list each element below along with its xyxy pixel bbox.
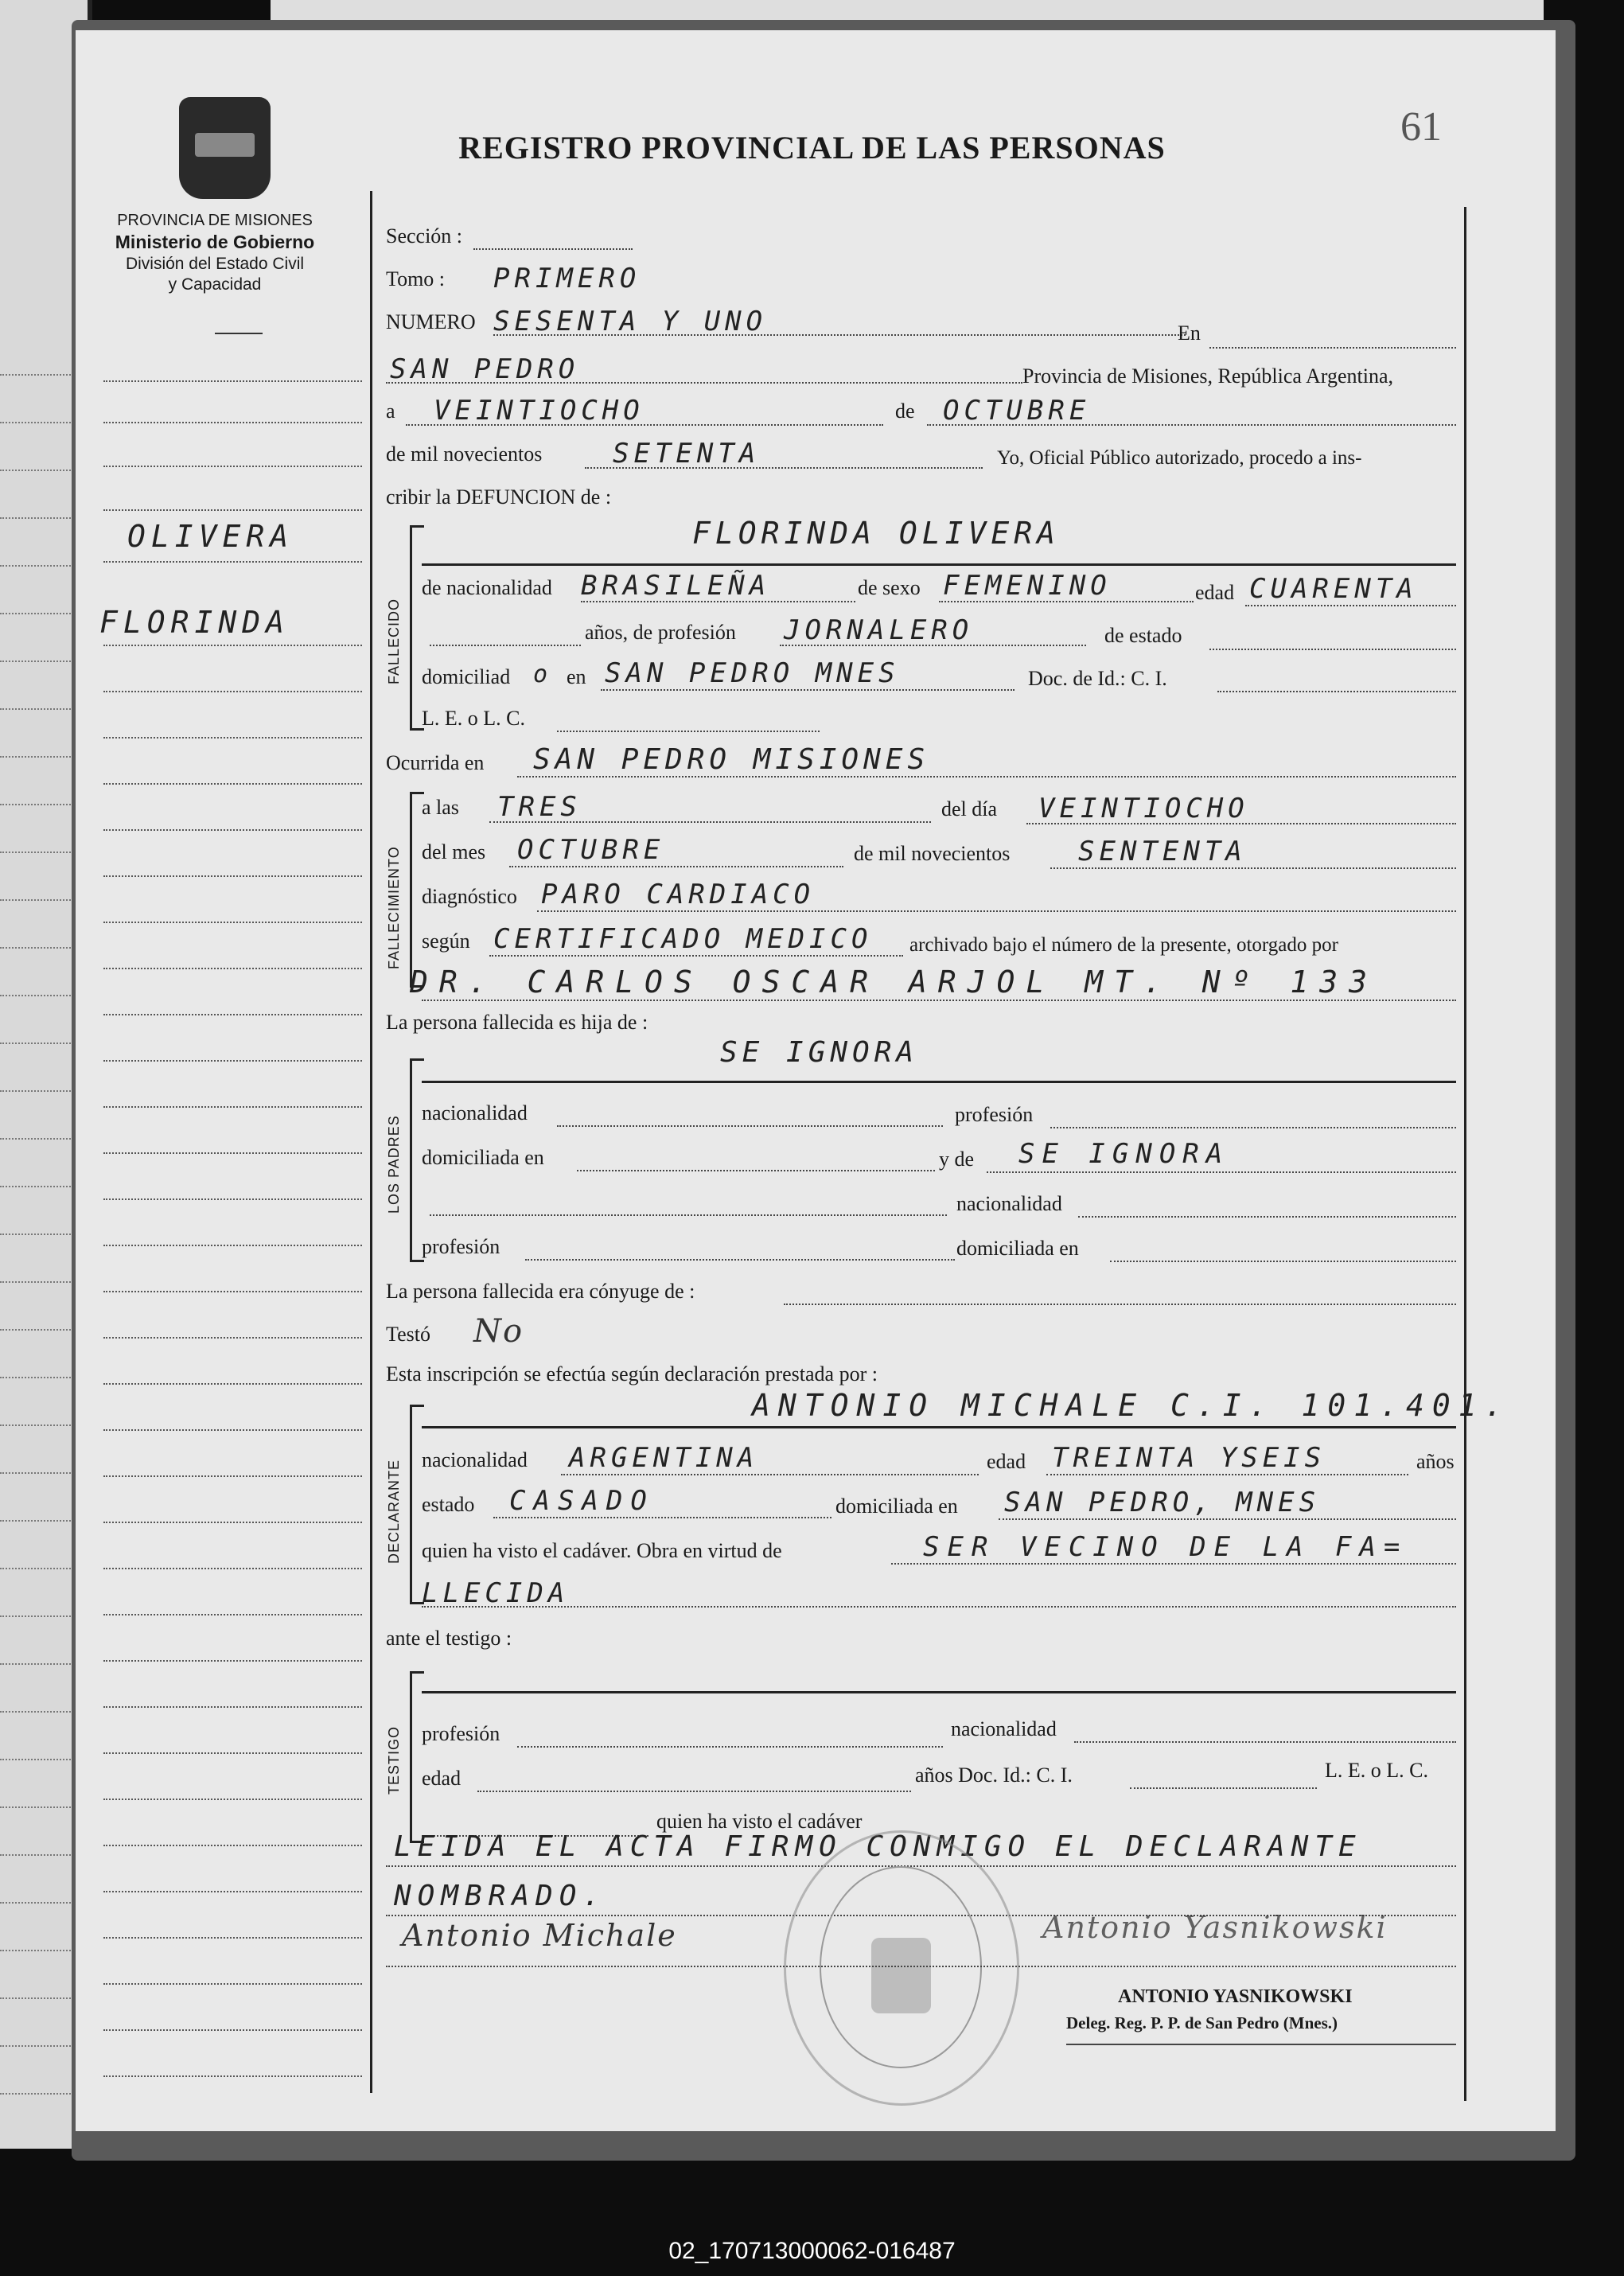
mes-value: OCTUBRE: [517, 834, 665, 866]
nacionalidad-value: BRASILEÑA: [581, 570, 771, 602]
edad-field: [1245, 605, 1456, 606]
tomo-label: Tomo :: [386, 267, 446, 290]
column-rule: [370, 191, 372, 2093]
signature-line: [386, 1966, 1456, 1967]
sexo-label: de sexo: [858, 576, 921, 599]
day-field: [406, 424, 883, 426]
margin-line: [103, 1983, 362, 1985]
doc-field: [1217, 691, 1456, 692]
page-title: REGISTRO PROVINCIAL DE LAS PERSONAS: [458, 130, 1166, 166]
declarante-side-label: DECLARANTE: [386, 1459, 402, 1564]
declarante-virtud-cont-field: [422, 1606, 1456, 1608]
declarante-anos-label: años: [1416, 1450, 1455, 1473]
testigo-anos-label: años Doc. Id.: C. I.: [915, 1764, 1073, 1787]
hora-value: TRES: [497, 791, 582, 823]
margin-line: [103, 2075, 362, 2077]
numero-field: [493, 334, 1186, 336]
sexo-value: FEMENINO: [943, 570, 1112, 602]
padres-nacionalidad2-field: [1078, 1216, 1456, 1218]
fallecido-bracket: [410, 525, 424, 731]
declarante-name: ANTONIO MICHALE C.I. 101.401.: [752, 1388, 1511, 1423]
testo-label: Testó: [386, 1323, 430, 1346]
oficial-label: Yo, Oficial Público autorizado, procedo a ins-: [997, 447, 1362, 469]
testigo-doc-field: [1130, 1787, 1317, 1789]
margin-line: [103, 1291, 362, 1292]
ante-testigo-label: ante el testigo :: [386, 1627, 512, 1650]
margin-line: [103, 1845, 362, 1846]
segun-label: según: [422, 929, 470, 953]
declarante-nacionalidad-value: ARGENTINA: [569, 1442, 759, 1474]
edad-cont-field: [430, 645, 581, 646]
month-value: OCTUBRE: [943, 395, 1091, 427]
testigo-visto-label: quien ha visto el cadáver: [656, 1810, 863, 1833]
margin-given-name: FLORINDA: [99, 605, 290, 640]
margin-line: [103, 1198, 362, 1200]
margin-line: [103, 1014, 362, 1015]
month-field: [927, 424, 1456, 426]
margin-line: [103, 380, 362, 382]
testigo-bracket: [410, 1671, 424, 1843]
mes-field: [509, 866, 843, 867]
mil-label: de mil novecientos: [386, 442, 543, 466]
nacionalidad-label: de nacionalidad: [422, 576, 552, 599]
sexo-field: [939, 601, 1194, 602]
declarante-nacionalidad-label: nacionalidad: [422, 1448, 528, 1471]
declarante-domicilio-field: [999, 1518, 1456, 1520]
madre-cont-field: [430, 1214, 947, 1216]
profesion-field: [780, 645, 1086, 646]
estado-field: [1209, 649, 1456, 650]
testigo-edad-field: [477, 1791, 911, 1792]
testigo-profesion-label: profesión: [422, 1722, 500, 1745]
y-de-label: y de: [939, 1148, 975, 1171]
padres-profesion2-field: [525, 1259, 955, 1261]
fallecido-side-label: FALLECIDO: [386, 598, 402, 684]
declarante-estado-field: [493, 1517, 831, 1518]
declarante-edad-field: [1046, 1474, 1408, 1475]
declarante-estado-value: CASADO: [509, 1485, 655, 1517]
testigo-profesion-field: [517, 1746, 943, 1748]
margin-line: [103, 645, 362, 646]
testigo-le-label: L. E. o L. C.: [1325, 1759, 1428, 1782]
margin-line: [103, 1245, 362, 1246]
diagnostico-value: PARO CARDIACO: [541, 879, 816, 910]
testigo-nacionalidad-field: [1074, 1741, 1456, 1743]
declarante-domicilio-value: SAN PEDRO, MNES: [1004, 1487, 1321, 1518]
margin-line: [103, 1060, 362, 1062]
margin-line: [103, 1891, 362, 1892]
margin-line: [103, 1752, 362, 1754]
margin-line: [103, 466, 362, 467]
official-name: ANTONIO YASNIKOWSKI: [1118, 1986, 1353, 2007]
margin-line: [103, 1937, 362, 1939]
nacionalidad-field: [581, 601, 855, 602]
margin-line: [103, 561, 362, 563]
official-signature: Antonio Yasnikowski: [1042, 1910, 1388, 1945]
margin-line: [103, 1614, 362, 1615]
a-las-label: a las: [422, 796, 459, 819]
testigo-name-line: [422, 1691, 1456, 1693]
anio-field: [1050, 867, 1456, 869]
margin-line: [103, 422, 362, 423]
ocurrida-field: [517, 776, 1456, 778]
del-mes-label: del mes: [422, 840, 486, 863]
domicilio-value: SAN PEDRO MNES: [605, 657, 900, 689]
margin-line: [103, 1660, 362, 1662]
margin-line: [103, 1706, 362, 1708]
capacity-label: y Capacidad: [168, 275, 262, 294]
declarante-nacionalidad-field: [561, 1474, 979, 1475]
dia-field: [1026, 823, 1456, 824]
declarante-domiciliada-label: domiciliada en: [835, 1495, 958, 1518]
margin-line: [103, 1522, 362, 1523]
margin-line: [103, 691, 362, 692]
certificado-value: CERTIFICADO MEDICO: [493, 923, 873, 955]
hija-label: La persona fallecida es hija de :: [386, 1011, 648, 1034]
certificado-field: [489, 955, 903, 957]
seccion-label: Sección :: [386, 224, 463, 247]
numero-label: NUMERO: [386, 310, 476, 333]
margin-line: [103, 2029, 362, 2031]
declarante-virtud-cont: LLECIDA: [422, 1577, 570, 1609]
margin-line: [103, 1152, 362, 1154]
de-label: de: [895, 399, 915, 423]
doc-label: Doc. de Id.: C. I.: [1028, 667, 1167, 690]
stamp-emblem-icon: [871, 1938, 931, 2013]
conyuge-field: [784, 1304, 1456, 1305]
margin-line: [103, 1337, 362, 1339]
testigo-side-label: TESTIGO: [386, 1725, 402, 1795]
mil-label-2: de mil novecientos: [854, 842, 1011, 865]
conyuge-label: La persona fallecida era cónyuge de :: [386, 1280, 695, 1303]
diagnostico-field: [537, 910, 1456, 912]
day-value: VEINTIOCHO: [434, 395, 645, 427]
margin-line: [103, 1106, 362, 1108]
margin-line: [103, 922, 362, 923]
testigo-edad-label: edad: [422, 1767, 461, 1790]
hora-field: [489, 821, 931, 823]
padres-profesion2-label: profesión: [422, 1235, 500, 1258]
year-value: SETENTA: [613, 438, 761, 470]
padres-domiciliada2-label: domiciliada en: [956, 1237, 1079, 1260]
declarante-signature: Antonio Michale: [402, 1918, 677, 1953]
ocurrida-value: SAN PEDRO MISIONES: [533, 743, 930, 776]
right-rule: [1464, 207, 1466, 2101]
closing-line2: NOMBRADO.: [394, 1880, 607, 1912]
dia-value: VEINTIOCHO: [1038, 793, 1249, 824]
place-field: [386, 382, 1022, 384]
year-field: [585, 467, 983, 469]
a-label: a: [386, 399, 395, 423]
medico-field: [422, 1000, 1456, 1001]
testigo-nacionalidad-label: nacionalidad: [951, 1717, 1057, 1740]
anio-value: SENTENTA: [1078, 836, 1247, 867]
del-dia-label: del día: [941, 797, 998, 820]
declarante-edad-label: edad: [987, 1450, 1026, 1473]
en-label: En: [1178, 322, 1201, 345]
declarante-estado-label: estado: [422, 1493, 475, 1516]
domicilio-en-label: en: [567, 665, 586, 688]
official-title-line: [1066, 2044, 1456, 2045]
estado-label: de estado: [1104, 624, 1182, 647]
padres-nacionalidad2-label: nacionalidad: [956, 1192, 1062, 1215]
padre-line: [422, 1081, 1456, 1083]
madre-field: [987, 1171, 1456, 1173]
testo-value: No: [473, 1313, 524, 1350]
padres-side-label: LOS PADRES: [386, 1115, 402, 1214]
ocurrida-label: Ocurrida en: [386, 751, 485, 774]
declarante-virtud-value: SER VECINO DE LA FA=: [923, 1531, 1408, 1563]
le-label: L. E. o L. C.: [422, 707, 525, 730]
declarante-edad-value: TREINTA YSEIS: [1052, 1442, 1326, 1474]
declarante-name-line: [422, 1426, 1456, 1428]
diagnostico-label: diagnóstico: [422, 885, 517, 908]
provincia-label: Provincia de Misiones, República Argentina,: [1022, 364, 1393, 388]
fallecido-name: FLORINDA OLIVERA: [692, 516, 1061, 551]
ministry-header: [80, 211, 350, 295]
seccion-field: [473, 248, 633, 250]
padres-domiciliada-label: domiciliada en: [422, 1146, 544, 1169]
padres-profesion-field: [1050, 1127, 1456, 1128]
ministry-label: Ministerio de Gobierno: [115, 232, 315, 252]
official-title: Deleg. Reg. P. P. de San Pedro (Mnes.): [1066, 2013, 1338, 2032]
declarante-visto-label: quien ha visto el cadáver. Obra en virtud de: [422, 1539, 782, 1562]
margin-line: [103, 1799, 362, 1800]
margin-line: [103, 875, 362, 877]
madre-value: SE IGNORA: [1018, 1138, 1230, 1170]
profesion-value: JORNALERO: [784, 614, 974, 646]
tomo-value: PRIMERO: [493, 263, 641, 294]
domicilio-suffix: o: [533, 661, 553, 688]
inscribir-label: cribir la DEFUNCION de :: [386, 485, 612, 509]
margin-line: [103, 1475, 362, 1477]
margin-line: [103, 1568, 362, 1569]
margin-line: [103, 783, 362, 785]
padres-nacionalidad-label: nacionalidad: [422, 1101, 528, 1124]
margin-surname: OLIVERA: [127, 519, 294, 554]
margin-line: [103, 737, 362, 739]
padres-domiciliada2-field: [1110, 1261, 1456, 1262]
place-value: SAN PEDRO: [390, 353, 580, 385]
padres-profesion-label: profesión: [955, 1103, 1034, 1126]
margin-line: [103, 968, 362, 969]
closing-line1: LEIDA EL ACTA FIRMO CONMIGO EL DECLARANTE: [394, 1830, 1362, 1863]
margin-line: [103, 509, 362, 511]
le-field: [557, 731, 820, 732]
folio-number: 61: [1400, 104, 1442, 150]
fallecimiento-side-label: FALLECIMIENTO: [386, 846, 402, 969]
declaracion-label: Esta inscripción se efectúa según declaración prestada por :: [386, 1362, 878, 1385]
declarante-virtud-field: [891, 1563, 1456, 1565]
archivado-label: archivado bajo el número de la presente, otorgado por: [909, 934, 1338, 956]
en-field: [1209, 347, 1456, 349]
division-label: División del Estado Civil: [125, 254, 305, 273]
edad-label: edad: [1195, 581, 1235, 604]
header-underline: [215, 333, 263, 334]
anos-label: años, de profesión: [585, 621, 736, 644]
numero-value: SESENTA Y UNO: [493, 306, 768, 337]
padre-value: SE IGNORA: [720, 1036, 919, 1069]
edad-value: CUARENTA: [1249, 573, 1418, 605]
domicilio-label: domiciliad: [422, 665, 511, 688]
margin-line: [103, 1383, 362, 1385]
footer-id: 02_170713000062-016487: [668, 2238, 956, 2264]
medico-value: DR. CARLOS OSCAR ARJOL MT. Nº 133: [410, 965, 1378, 1000]
margin-line: [103, 1429, 362, 1431]
padres-domiciliada-field: [577, 1170, 935, 1171]
margin-line: [103, 829, 362, 831]
domicilio-field: [601, 689, 1015, 691]
fallecido-name-line: [422, 563, 1456, 566]
padres-nacionalidad-field: [557, 1125, 943, 1127]
province-label: PROVINCIA DE MISIONES: [117, 212, 313, 229]
